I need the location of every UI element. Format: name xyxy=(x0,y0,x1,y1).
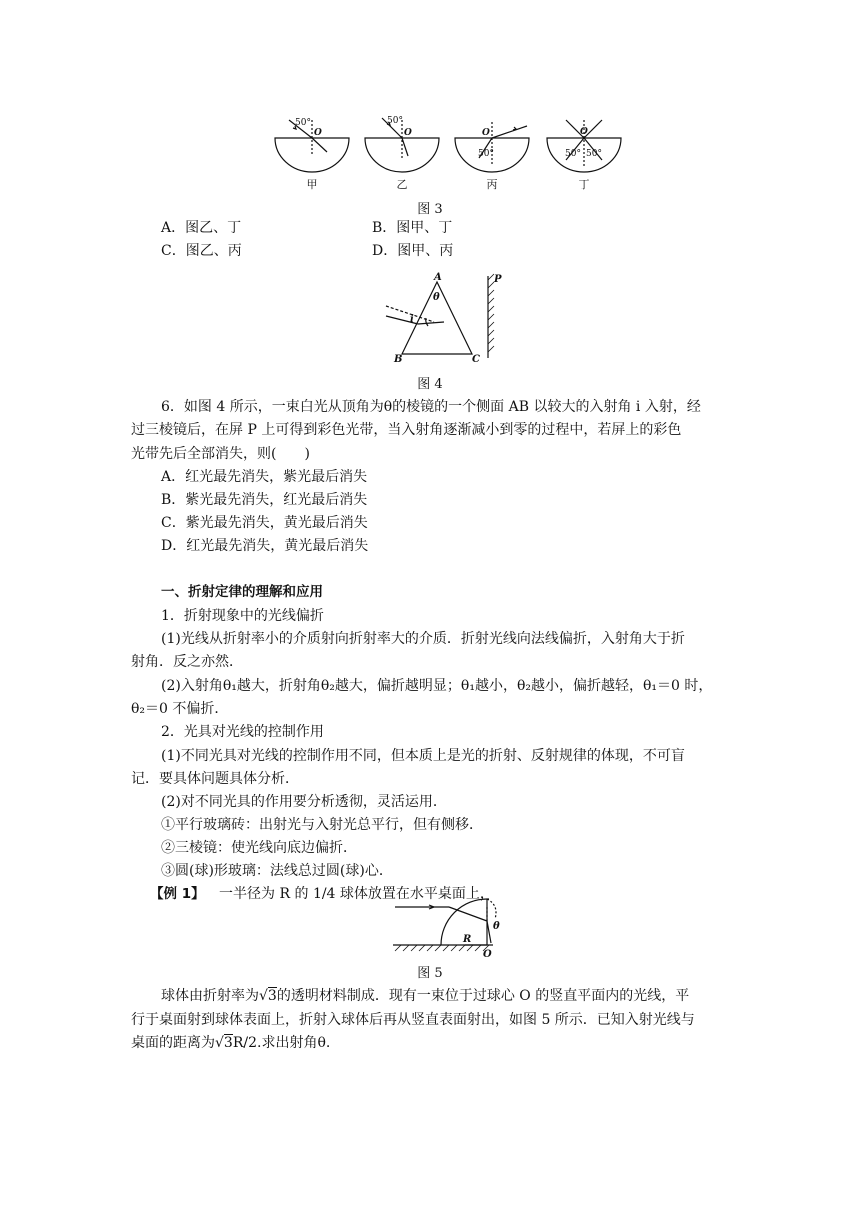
fig5-o-label: O xyxy=(483,949,492,959)
q6-option-a: A．红光最先消失，紫光最后消失 xyxy=(161,469,368,485)
example-body-3-post: R/2.求出射角θ. xyxy=(232,1035,331,1051)
point-2-title: 2．光具对光线的控制作用 xyxy=(161,724,324,740)
fig3-point-2: O xyxy=(404,128,412,138)
figure-4-caption: 图 4 xyxy=(417,377,443,392)
point-2b: (2)对不同光具的作用要分析透彻，灵活运用． xyxy=(161,794,447,810)
list-item-2: ②三棱镜：使光线向底边偏折． xyxy=(161,840,357,856)
option-d: D．图甲、丙 xyxy=(372,243,454,259)
q6-option-b: B．紫光最先消失，红光最后消失 xyxy=(161,492,368,508)
fig5-r-label: R xyxy=(463,934,472,945)
figure-4-prism xyxy=(380,270,520,366)
fig3-label-jia: 甲 xyxy=(306,178,318,191)
figure-5-quarter-sphere xyxy=(385,895,515,959)
fig3-point-3: O xyxy=(482,128,490,138)
fig3-angle-2: 50° xyxy=(387,116,403,126)
list-item-3: ③圆(球)形玻璃：法线总过圆(球)心． xyxy=(161,863,393,879)
example-body-line-1 xyxy=(161,986,689,1006)
option-c: C．图乙、丙 xyxy=(161,243,242,259)
option-b: B．图甲、丁 xyxy=(372,220,453,236)
point-1a-line-2: 射角．反之亦然． xyxy=(131,654,243,670)
fig3-angle-3: 50° xyxy=(478,149,494,159)
point-1b-line-2: θ₂＝0 不偏折． xyxy=(131,701,229,717)
example-body-line-3 xyxy=(131,1033,330,1053)
section-heading: 一、折射定律的理解和应用 xyxy=(161,584,323,600)
fig3-label-bing: 丙 xyxy=(486,178,498,191)
fig3-angle-4b: 50° xyxy=(586,149,602,159)
point-1b-line-1: (2)入射角θ₁越大，折射角θ₂越大，偏折越明显；θ₁越小，θ₂越小，偏折越轻，θ₁＝0 时， xyxy=(161,678,713,694)
fig3-label-ding: 丁 xyxy=(578,178,590,191)
q6-stem-line-1: 6．如图 4 所示，一束白光从顶角为θ的棱镜的一个侧面 AB 以较大的入射角 i 入射，经 xyxy=(161,399,701,415)
list-item-1: ①平行玻璃砖：出射光与入射光总平行，但有侧移． xyxy=(161,817,483,833)
point-1-title: 1．折射现象中的光线偏折 xyxy=(161,608,324,624)
fig4-vertex-b: B xyxy=(394,354,403,365)
q6-stem-line-3: 光带先后全部消失，则( ) xyxy=(131,446,310,462)
fig4-i: i xyxy=(410,314,414,325)
figure-5-caption: 图 5 xyxy=(417,966,443,981)
fig4-vertex-a: A xyxy=(434,272,442,283)
figure-3 xyxy=(265,108,625,194)
sqrt-radicand-1: 3 xyxy=(267,988,277,1004)
point-2a-line-1: (1)不同光具对光线的控制作用不同，但本质上是光的折射、反射规律的体现，不可盲 xyxy=(161,748,685,764)
example-body-1-pre: 球体由折射率为 xyxy=(161,988,259,1004)
sqrt-symbol-2: √ xyxy=(215,1035,224,1051)
example-body-line-2: 行于桌面射到球体表面上，折射入球体后再从竖直表面射出，如图 5 所示．已知入射光线与 xyxy=(131,1012,695,1028)
fig5-theta-label: θ xyxy=(493,921,500,932)
sqrt-radicand-2: 3 xyxy=(223,1035,233,1051)
fig4-vertex-c: C xyxy=(472,354,480,365)
example-body-3-pre: 桌面的距离为 xyxy=(131,1035,215,1051)
fig3-angle-1: 50° xyxy=(295,118,311,128)
q6-option-c: C．紫光最先消失，黄光最后消失 xyxy=(161,515,368,531)
fig3-label-yi: 乙 xyxy=(396,178,408,191)
fig4-screen-p: P xyxy=(494,274,502,285)
point-1a-line-1: (1)光线从折射率小的介质射向折射率大的介质．折射光线向法线偏折，入射角大于折 xyxy=(161,631,685,647)
point-2a-line-2: 记．要具体问题具体分析． xyxy=(131,771,299,787)
example-intro: 一半径为 R 的 1/4 球体放置在水平桌面上， xyxy=(219,886,494,902)
fig3-point-4: O xyxy=(580,127,588,137)
example-body-1-post: 的透明材料制成．现有一束位于过球心 O 的竖直平面内的光线，平 xyxy=(276,988,690,1004)
q6-stem-line-2: 过三棱镜后，在屏 P 上可得到彩色光带，当入射角逐渐减小到零的过程中，若屏上的彩色 xyxy=(131,422,682,438)
fig4-theta: θ xyxy=(433,292,440,303)
option-a: A．图乙、丁 xyxy=(161,220,242,236)
sqrt-symbol: √ xyxy=(259,988,268,1004)
fig3-point-1: O xyxy=(314,128,322,138)
example-label: 【例 1】 xyxy=(150,886,205,902)
figure-3-caption: 图 3 xyxy=(417,202,443,217)
fig3-angle-4a: 50° xyxy=(565,149,581,159)
q6-option-d: D．红光最先消失，黄光最后消失 xyxy=(161,538,369,554)
